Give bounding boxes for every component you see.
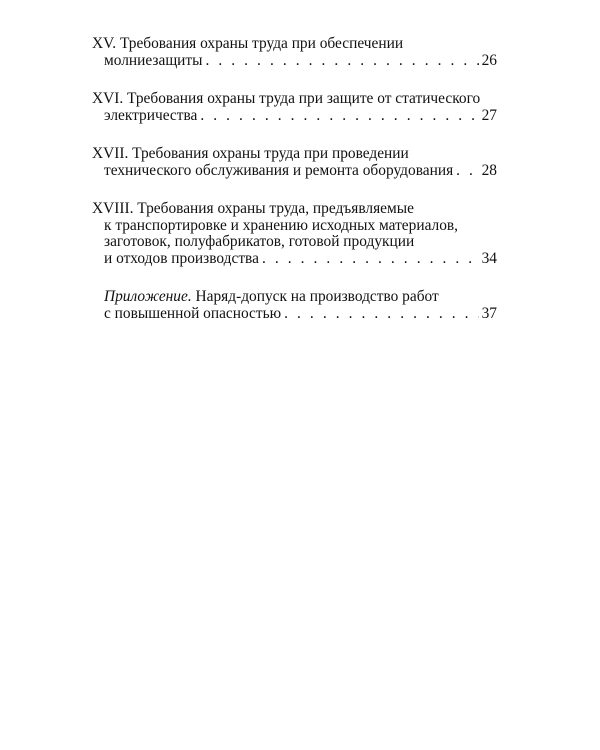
- toc-entry-title: XV. Требования охраны труда при обеспечении: [92, 35, 404, 52]
- dot-leader: [200, 108, 478, 125]
- toc-entry-last-line: [92, 53, 497, 70]
- appendix-title: [104, 289, 497, 306]
- toc-entry-last-line: [92, 251, 497, 268]
- appendix-title-end: с повышенной опасностью: [104, 304, 282, 322]
- toc-entry-title-end: молниезащиты: [104, 51, 203, 69]
- toc-entry-last-line: [92, 163, 497, 180]
- toc-entry-xvi[interactable]: [92, 91, 497, 124]
- toc-entry-xvii[interactable]: [92, 146, 497, 179]
- toc-entry-xviii[interactable]: [92, 201, 497, 267]
- toc-entry-title-end: технического обслуживания и ремонта оборудования: [104, 161, 454, 179]
- toc-entry-title-continued: заготовок, полуфабрикатов, готовой продукции: [104, 233, 415, 250]
- toc-page-number: 28: [481, 161, 497, 179]
- toc-entry-xv[interactable]: [92, 36, 497, 69]
- toc-entry-title: XVI. Требования охраны труда при защите от статического: [92, 90, 481, 107]
- dot-leader: [284, 306, 478, 323]
- toc-entry-last-line: [92, 108, 497, 125]
- dot-leader: [456, 163, 478, 180]
- toc-page-number: 26: [481, 51, 497, 69]
- toc-entry-title-end: и отходов производства: [104, 249, 259, 267]
- toc-page-number: 27: [481, 106, 497, 124]
- appendix-title-text: Наряд-допуск на производство работ: [191, 288, 439, 305]
- dot-leader: [205, 53, 478, 70]
- toc-page-number: 34: [481, 249, 497, 267]
- toc-entry-appendix[interactable]: [92, 289, 497, 322]
- toc-entry-title: XVIII. Требования охраны труда, предъявляемые: [92, 200, 414, 217]
- appendix-label: Приложение.: [104, 288, 192, 305]
- table-of-contents: [92, 36, 497, 344]
- dot-leader: [262, 251, 479, 268]
- toc-entry-last-line: [104, 306, 497, 323]
- toc-entry-title: XVII. Требования охраны труда при проведении: [92, 145, 409, 162]
- toc-page-number: 37: [481, 304, 497, 322]
- toc-entry-title-continued: к транспортировке и хранению исходных материалов,: [104, 216, 459, 234]
- toc-entry-title-end: электричества: [104, 106, 198, 124]
